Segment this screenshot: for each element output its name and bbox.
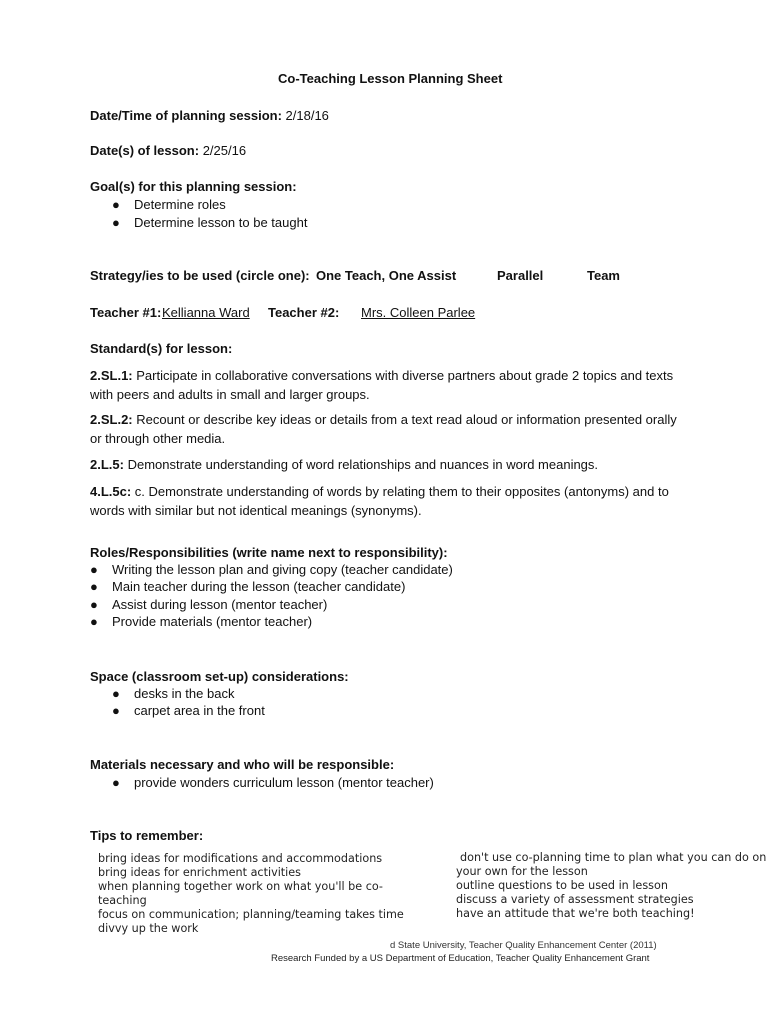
bullet-icon: ● bbox=[90, 614, 98, 629]
space-label: Space (classroom set-up) considerations: bbox=[90, 669, 349, 684]
bullet-icon: ● bbox=[90, 597, 98, 612]
teacher2-name: Mrs. Colleen Parlee bbox=[361, 305, 476, 320]
tip-right-line: outline questions to be used in lesson bbox=[456, 879, 668, 892]
bullet-icon: ● bbox=[90, 562, 98, 577]
standards-label: Standard(s) for lesson: bbox=[90, 341, 233, 356]
page-title: Co-Teaching Lesson Planning Sheet bbox=[278, 71, 503, 86]
standard-item bbox=[90, 455, 690, 474]
bullet-icon: ● bbox=[112, 775, 120, 790]
materials-item bbox=[112, 775, 434, 790]
tip-left-line: focus on communication; planning/teaming takes time bbox=[98, 908, 404, 921]
standard-text: c. Demonstrate understanding of words by relating them to their opposites (antonyms) and to words with similar but not identical meanings (synonyms). bbox=[90, 484, 669, 518]
goal-text: Determine roles bbox=[134, 197, 226, 212]
standard-code: 4.L.5c: bbox=[90, 484, 132, 499]
teacher1-name: Kellianna Ward bbox=[162, 305, 250, 320]
footer-funding-line: Research Funded by a US Department of Education, Teacher Quality Enhancement Grant bbox=[271, 953, 650, 964]
tip-right-line: have an attitude that we're both teaching! bbox=[456, 907, 695, 920]
space-item bbox=[112, 703, 265, 718]
tip-left-line: teaching bbox=[98, 894, 147, 907]
lesson-date-label: Date(s) of lesson: bbox=[90, 143, 200, 158]
lesson-date-value: 2/25/16 bbox=[202, 143, 247, 158]
role-text: Assist during lesson (mentor teacher) bbox=[112, 597, 328, 612]
standard-text: Participate in collaborative conversations with diverse partners about grade 2 topics and texts with peers and adults in small and larger groups. bbox=[90, 368, 674, 402]
tip-left-line: bring ideas for enrichment activities bbox=[98, 866, 302, 879]
planning-date-label: Date/Time of planning session: bbox=[90, 108, 282, 123]
roles-label: Roles/Responsibilities (write name next to responsibility): bbox=[90, 545, 448, 560]
goal-item bbox=[112, 215, 307, 230]
planning-date-row bbox=[90, 108, 329, 123]
tip-right-line: your own for the lesson bbox=[456, 865, 588, 878]
bullet-icon: ● bbox=[90, 579, 98, 594]
role-item bbox=[90, 614, 312, 629]
bullet-icon: ● bbox=[112, 197, 120, 212]
strategy-option-one-teach: One Teach, One Assist bbox=[316, 268, 457, 283]
tips-label: Tips to remember: bbox=[90, 828, 204, 843]
planning-date-value: 2/18/16 bbox=[285, 108, 329, 123]
space-text: desks in the back bbox=[134, 686, 235, 701]
standard-item bbox=[90, 366, 690, 404]
standard-code: 2.L.5: bbox=[90, 457, 124, 472]
standard-text: Demonstrate understanding of word relationships and nuances in word meanings. bbox=[123, 457, 599, 472]
tip-left-line: bring ideas for modifications and accommodations bbox=[98, 852, 383, 865]
goals-label: Goal(s) for this planning session: bbox=[90, 179, 297, 194]
role-text: Main teacher during the lesson (teacher candidate) bbox=[112, 579, 406, 594]
standard-item bbox=[90, 482, 690, 520]
space-text: carpet area in the front bbox=[134, 703, 265, 718]
role-text: Provide materials (mentor teacher) bbox=[112, 614, 313, 629]
role-text: Writing the lesson plan and giving copy (teacher candidate) bbox=[112, 562, 453, 577]
role-item bbox=[90, 597, 327, 612]
strategy-label: Strategy/ies to be used (circle one): bbox=[90, 268, 310, 283]
standard-item bbox=[90, 410, 690, 448]
tip-left-line: when planning together work on what you'll be co- bbox=[98, 880, 383, 893]
strategy-option-team: Team bbox=[587, 268, 620, 283]
materials-text: provide wonders curriculum lesson (mentor teacher) bbox=[134, 775, 434, 790]
footer-credit-line: d State University, Teacher Quality Enhancement Center (2011) bbox=[390, 940, 657, 951]
standard-code: 2.SL.1: bbox=[90, 368, 133, 383]
bullet-icon: ● bbox=[112, 703, 120, 718]
standard-code: 2.SL.2: bbox=[90, 412, 133, 427]
tip-right-line: don't use co-planning time to plan what you can do on bbox=[460, 851, 767, 864]
role-item bbox=[90, 579, 405, 594]
bullet-icon: ● bbox=[112, 215, 120, 230]
standard-text: Recount or describe key ideas or details from a text read aloud or information presented orally or through other media. bbox=[90, 412, 677, 446]
space-item bbox=[112, 686, 234, 701]
goal-item bbox=[112, 197, 226, 212]
tip-left-line: divvy up the work bbox=[98, 922, 199, 935]
tip-right-line: discuss a variety of assessment strategies bbox=[456, 893, 694, 906]
goal-text: Determine lesson to be taught bbox=[134, 215, 308, 230]
strategy-option-parallel: Parallel bbox=[497, 268, 544, 283]
lesson-date-row bbox=[90, 143, 246, 158]
teacher1-label: Teacher #1: bbox=[90, 305, 162, 320]
role-item bbox=[90, 562, 453, 577]
materials-label: Materials necessary and who will be responsible: bbox=[90, 757, 395, 772]
bullet-icon: ● bbox=[112, 686, 120, 701]
teacher2-label: Teacher #2: bbox=[268, 305, 340, 320]
